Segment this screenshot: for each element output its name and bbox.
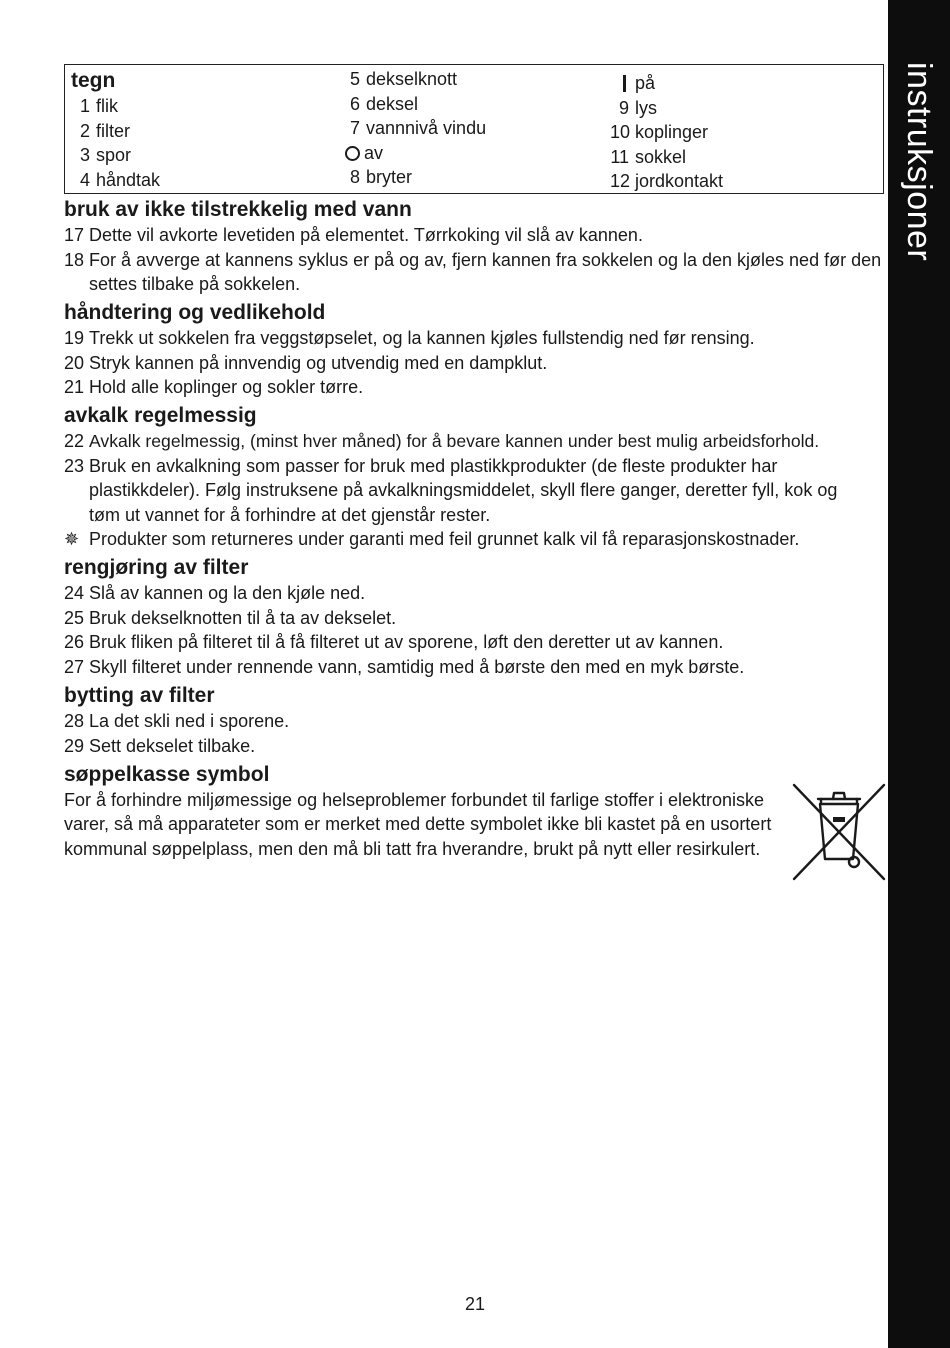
instruction-item: 18 For å avverge at kannens syklus er på og av, fjern kannen fra sokkelen og la den kjøles ned før den settes tilbake på sokkelen. [64, 249, 882, 295]
page-number: 21 [464, 1294, 486, 1314]
legend-item: 7 vannnivå vindu [349, 118, 487, 139]
instruction-item: 19 Trekk ut sokkelen fra veggstøpselet, og la kannen kjøles fullstendig ned før rensing. [64, 328, 755, 348]
instruction-item: 22 Avkalk regelmessig, (minst hver måned) for å bevare kannen under best mulig arbeidsforhold. [64, 431, 820, 451]
instruction-item: 21 Hold alle koplinger og sokler tørre. [64, 377, 364, 398]
warning-note: ✵ Produkter som returneres under garanti med feil grunnet kalk vil få reparasjonskostnader. [64, 527, 892, 552]
legend-item: 9 lys [618, 97, 657, 118]
section-descale [64, 403, 892, 552]
legend-item: 4 håndtak [79, 169, 161, 190]
legend-item: 11 sokkel [610, 146, 687, 167]
legend-item: 12 jordkontakt [610, 171, 724, 192]
instruction-item: 17 Dette vil avkorte levetiden på elementet. Tørrkoking vil slå av kannen. [64, 225, 643, 245]
legend-item: 2 filter [79, 120, 131, 141]
legend-item: 8 bryter [349, 167, 413, 188]
section-title: bruk av ikke tilstrekkelig med vann [64, 198, 412, 221]
instruction-item: 26 Bruk fliken på filteret til å få filteret ut av sporene, løft den deretter ut av kannen. [64, 632, 724, 653]
instruction-item: 25 Bruk dekselknotten til å ta av dekselet. [64, 607, 397, 628]
instruction-item: 29 Sett dekselet tilbake. [64, 735, 256, 756]
crossed-out-wheelie-bin-icon [792, 782, 886, 882]
section-insufficient-water [64, 197, 890, 297]
legend-item: av [341, 141, 486, 166]
section-title: bytting av filter [64, 684, 215, 707]
section-filter-cleaning [64, 555, 890, 679]
legend-item: på [610, 71, 723, 96]
section-title: rengjøring av filter [64, 556, 249, 579]
legend-column-3 [610, 71, 723, 194]
instruction-item: 20 Stryk kannen på innvendig og utvendig med en dampklut. [64, 352, 548, 373]
instruction-item: 23 Bruk en avkalkning som passer for bruk med plastikkprodukter (de fleste produkter har plastikkdeler). Følg instruksene på avkalkningsmiddelet, skyll flere ganger, deretter fyll, kok og tøm ut vannet for å forhindre at det gjenstår rester. [64, 455, 838, 525]
section-title: søppelkasse symbol [64, 763, 270, 786]
warning-star-icon: ✵ [64, 529, 80, 550]
bar-icon [623, 75, 626, 92]
waste-paragraph: For å forhindre miljømessige og helseproblemer forbundet til farlige stoffer i elektroniske varer, så må apparateter som er merket med dette symbolet ikke bli kastet på en usortert kommunal søppelplass, men den må bli tatt fra hverandre, brukt på nytt eller resirkulert. [64, 790, 772, 859]
legend-item: 1 flik [79, 96, 118, 116]
circle-icon [345, 146, 360, 161]
legend-column-1 [71, 68, 160, 192]
legend-item: 6 deksel [349, 93, 419, 114]
section-title: håndtering og vedlikehold [64, 301, 326, 324]
section-filter-replacement [64, 683, 890, 758]
legend-item: 5 dekselknott [349, 69, 458, 89]
section-title: avkalk regelmessig [64, 404, 257, 427]
instruction-item: 28 La det skli ned i sporene. [64, 711, 290, 731]
legend-title: tegn [71, 69, 116, 92]
legend-item: 10 koplinger [610, 122, 709, 143]
side-tab-label: instruksjoner [900, 62, 938, 262]
legend-item: 3 spor [79, 145, 132, 166]
section-care-maintenance [64, 300, 890, 400]
section-waste-symbol [64, 762, 890, 861]
legend-column-2 [341, 67, 486, 190]
instruction-item: 27 Skyll filteret under rennende vann, samtidig med å børste den med en myk børste. [64, 656, 745, 677]
instruction-item: 24 Slå av kannen og la den kjøle ned. [64, 583, 366, 603]
legend-box [64, 64, 884, 194]
